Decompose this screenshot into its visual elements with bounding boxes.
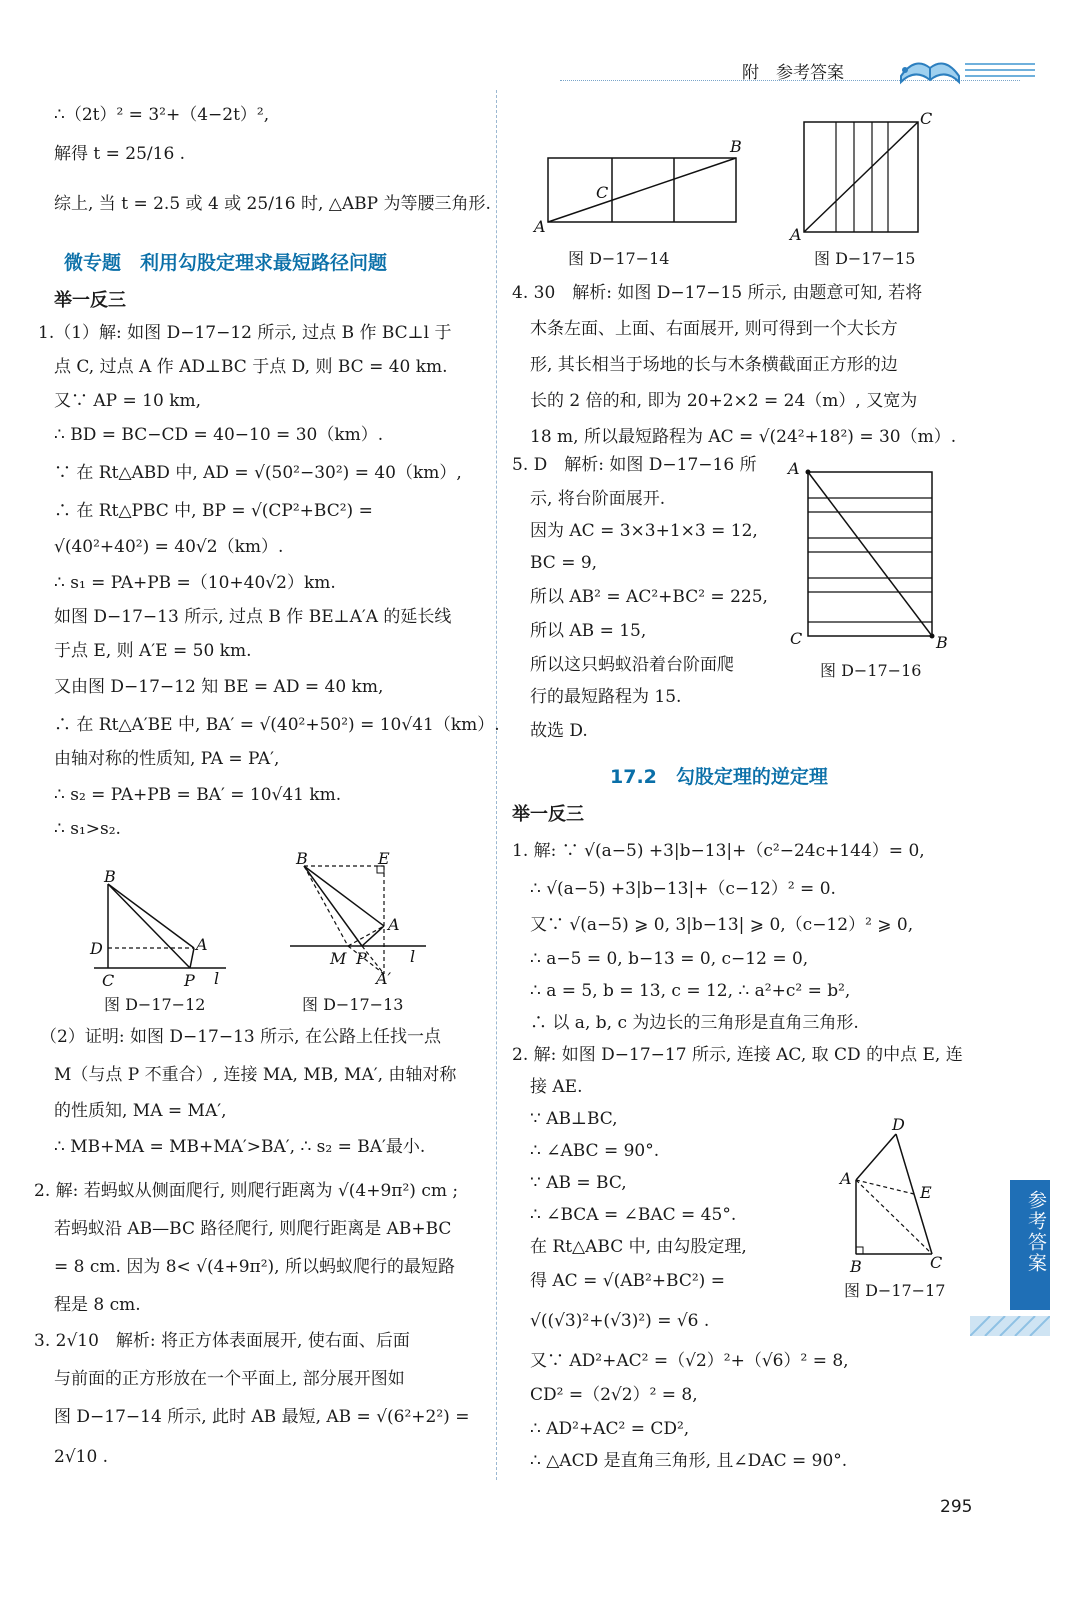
- figure-caption: 图 D−17−13: [302, 995, 404, 1014]
- q1p2-line: ∴ MB+MA = MB+MA′>BA′, ∴ s₂ = BA′最小.: [54, 1137, 426, 1157]
- q1-line: ∴ 在 Rt△A′BE 中, BA′ = √(40²+50²) = 10√41（km）.: [54, 715, 500, 735]
- q4-line: 4. 30 解析: 如图 D−17−15 所示, 由题意可知, 若将: [512, 283, 923, 303]
- q5-line: 5. D 解析: 如图 D−17−16 所: [512, 455, 757, 475]
- q5-line: 因为 AC = 3×3+1×3 = 12,: [530, 521, 758, 541]
- side-tab: [1010, 1180, 1050, 1310]
- svg-text:A: A: [790, 225, 802, 244]
- left-line: 综上, 当 t = 2.5 或 4 或 25/16 时, △ABP 为等腰三角形.: [54, 194, 491, 214]
- p2-line: 接 AE.: [530, 1077, 583, 1097]
- q1-line: ∵ 在 Rt△ABD 中, AD = √(50²−30²) = 40（km）,: [54, 463, 462, 483]
- p2-line: ∵ AB = BC,: [530, 1173, 627, 1193]
- svg-text:E: E: [378, 849, 390, 868]
- page-header-title: 附 参考答案: [742, 63, 844, 83]
- q2-line: 2. 解: 若蚂蚁从侧面爬行, 则爬行距离为 √(4+9π²) cm ;: [34, 1181, 459, 1201]
- q1-line: 1.（1）解: 如图 D−17−12 所示, 过点 B 作 BC⊥l 于: [38, 323, 452, 343]
- q3-line: 3. 2√10 解析: 将正方体表面展开, 使右面、后面: [34, 1331, 410, 1351]
- left-line: ∴（2t）² = 3²+（4−2t）²,: [54, 105, 270, 125]
- svg-text:C: C: [790, 629, 803, 648]
- q4-line: 形, 其长相当于场地的长与木条横截面正方形的边: [530, 355, 898, 375]
- q5-line: 所以 AB = 15,: [530, 621, 647, 641]
- q5-line: 所以 AB² = AC²+BC² = 225,: [530, 587, 768, 607]
- q2-line: = 8 cm. 因为 8< √(4+9π²), 所以蚂蚁爬行的最短路: [54, 1257, 455, 1277]
- svg-text:C: C: [102, 971, 115, 988]
- svg-text:C: C: [596, 183, 609, 202]
- figure-caption: 图 D−17−16: [820, 661, 922, 680]
- figure-caption: 图 D−17−12: [104, 995, 206, 1014]
- figure-d-17-14: [530, 134, 752, 238]
- svg-text:B: B: [936, 633, 948, 652]
- q1-line: 又由图 D−17−12 知 BE = AD = 40 km,: [54, 677, 384, 697]
- q1-line: 由轴对称的性质知, PA = PA′,: [54, 749, 280, 769]
- svg-text:B: B: [296, 849, 308, 868]
- q4-line: 长的 2 倍的和, 即为 20+2×2 = 24（m）, 又宽为: [530, 391, 918, 411]
- q1-line: ∴ 在 Rt△PBC 中, BP = √(CP²+BC²) =: [54, 501, 373, 521]
- side-tab-label: 参考答案: [1025, 1190, 1047, 1274]
- q5-line: 故选 D.: [530, 721, 588, 741]
- q1-line: 点 C, 过点 A 作 AD⊥BC 于点 D, 则 BC = 40 km.: [54, 357, 448, 377]
- q1p2-line: 的性质知, MA = MA′,: [54, 1101, 227, 1121]
- figure-caption: 图 D−17−15: [814, 249, 916, 268]
- p1-line: ∴ √(a−5) +3|b−13|+（c−12）² = 0.: [530, 879, 836, 899]
- figure-d-17-15: [786, 108, 946, 246]
- book-logo-icon: [895, 46, 965, 90]
- svg-text:B: B: [104, 867, 116, 886]
- q3-line: 图 D−17−14 所示, 此时 AB 最短, AB = √(6²+2²) =: [54, 1407, 470, 1427]
- svg-text:D: D: [892, 1116, 905, 1134]
- q5-line: 示, 将台阶面展开.: [530, 489, 666, 509]
- p2-line: 在 Rt△ABC 中, 由勾股定理,: [530, 1237, 747, 1257]
- q1-line: 又∵ AP = 10 km,: [54, 391, 202, 411]
- q2-line: 若蚂蚁沿 AB—BC 路径爬行, 则爬行距离是 AB+BC: [54, 1219, 452, 1239]
- figure-d-17-17: [836, 1116, 956, 1276]
- page-number: 295: [940, 1497, 973, 1517]
- figure-caption: 图 D−17−17: [844, 1281, 946, 1300]
- q5-line: 所以这只蚂蚁沿着台阶面爬: [530, 655, 734, 675]
- q3-line: 2√10 .: [54, 1447, 109, 1467]
- q1-line: ∴ BD = BC−CD = 40−10 = 30（km）.: [54, 425, 384, 445]
- svg-text:D: D: [90, 939, 103, 958]
- q4-line: 木条左面、上面、右面展开, 则可得到一个大长方: [530, 319, 898, 339]
- p1-line: 又∵ √(a−5) ⩾ 0, 3|b−13| ⩾ 0,（c−12）² ⩾ 0,: [530, 915, 914, 935]
- figure-caption: 图 D−17−14: [568, 249, 670, 268]
- subheading: 举一反三: [54, 290, 126, 311]
- svg-text:B: B: [730, 137, 742, 156]
- svg-text:A′: A′: [376, 969, 392, 988]
- q3-line: 与前面的正方形放在一个平面上, 部分展开图如: [54, 1369, 405, 1389]
- q1p2-line: M（与点 P 不重合）, 连接 MA, MB, MA′, 由轴对称: [54, 1065, 457, 1085]
- section-title: 微专题 利用勾股定理求最短路径问题: [64, 252, 388, 274]
- p1-line: 1. 解: ∵ √(a−5) +3|b−13|+（c²−24c+144）= 0,: [512, 841, 925, 861]
- svg-text:A: A: [196, 935, 208, 954]
- p2-line: ∴ ∠ABC = 90°.: [530, 1141, 660, 1161]
- q1-line: ∴ s₁>s₂.: [54, 819, 121, 839]
- svg-text:P: P: [356, 949, 367, 968]
- left-line: 解得 t = 25/16 .: [54, 144, 186, 164]
- svg-text:M: M: [330, 949, 347, 968]
- p1-line: ∴ a = 5, b = 13, c = 12, ∴ a²+c² = b²,: [530, 981, 851, 1001]
- svg-text:l: l: [214, 969, 220, 988]
- svg-text:A: A: [388, 915, 400, 934]
- header-stripes-icon: [965, 60, 1035, 84]
- q2-line: 程是 8 cm.: [54, 1295, 141, 1315]
- figure-d-17-16: [786, 458, 956, 654]
- svg-text:P: P: [184, 971, 195, 988]
- svg-text:A: A: [788, 459, 800, 478]
- p1-line: ∴ 以 a, b, c 为边长的三角形是直角三角形.: [530, 1013, 859, 1033]
- p2-line: √((√3)²+(√3)²) = √6 .: [530, 1311, 710, 1331]
- q5-line: 行的最短路程为 15.: [530, 687, 682, 707]
- q4-line: 18 m, 所以最短路程为 AC = √(24²+18²) = 30（m）.: [530, 427, 957, 447]
- column-divider: [496, 90, 497, 1480]
- section-title: 17.2 勾股定理的逆定理: [610, 766, 828, 788]
- p2-line: CD² =（2√2）² = 8,: [530, 1385, 698, 1405]
- p2-line: ∵ AB⊥BC,: [530, 1109, 618, 1129]
- p1-line: ∴ a−5 = 0, b−13 = 0, c−12 = 0,: [530, 949, 809, 969]
- p2-line: ∴ △ACD 是直角三角形, 且∠DAC = 90°.: [530, 1451, 848, 1471]
- p2-line: 又∵ AD²+AC² =（√2）²+（√6）² = 8,: [530, 1351, 849, 1371]
- q1-line: 如图 D−17−13 所示, 过点 B 作 BE⊥A′A 的延长线: [54, 607, 452, 627]
- q1-line: ∴ s₂ = PA+PB = BA′ = 10√41 km.: [54, 785, 342, 805]
- svg-text:C: C: [920, 109, 933, 128]
- svg-text:C: C: [930, 1253, 943, 1272]
- figure-d-17-12: [86, 864, 236, 988]
- q1-line: √(40²+40²) = 40√2（km）.: [54, 537, 284, 557]
- q5-line: BC = 9,: [530, 553, 598, 573]
- svg-text:B: B: [850, 1257, 862, 1276]
- p2-line: ∴ AD²+AC² = CD²,: [530, 1419, 690, 1439]
- p2-line: 得 AC = √(AB²+BC²) =: [530, 1271, 725, 1291]
- side-tab-stripes-icon: [970, 1316, 1050, 1336]
- figure-d-17-13: [286, 848, 436, 988]
- svg-text:A: A: [840, 1169, 852, 1188]
- subheading: 举一反三: [512, 804, 584, 825]
- p2-line: ∴ ∠BCA = ∠BAC = 45°.: [530, 1205, 737, 1225]
- q1-line: 于点 E, 则 A′E = 50 km.: [54, 641, 252, 661]
- q1-line: ∴ s₁ = PA+PB =（10+40√2）km.: [54, 573, 336, 593]
- p2-line: 2. 解: 如图 D−17−17 所示, 连接 AC, 取 CD 的中点 E, 连: [512, 1045, 963, 1065]
- q1p2-line: （2）证明: 如图 D−17−13 所示, 在公路上任找一点: [40, 1027, 441, 1047]
- svg-text:A: A: [534, 217, 546, 236]
- svg-text:E: E: [920, 1183, 932, 1202]
- svg-text:l: l: [410, 947, 416, 966]
